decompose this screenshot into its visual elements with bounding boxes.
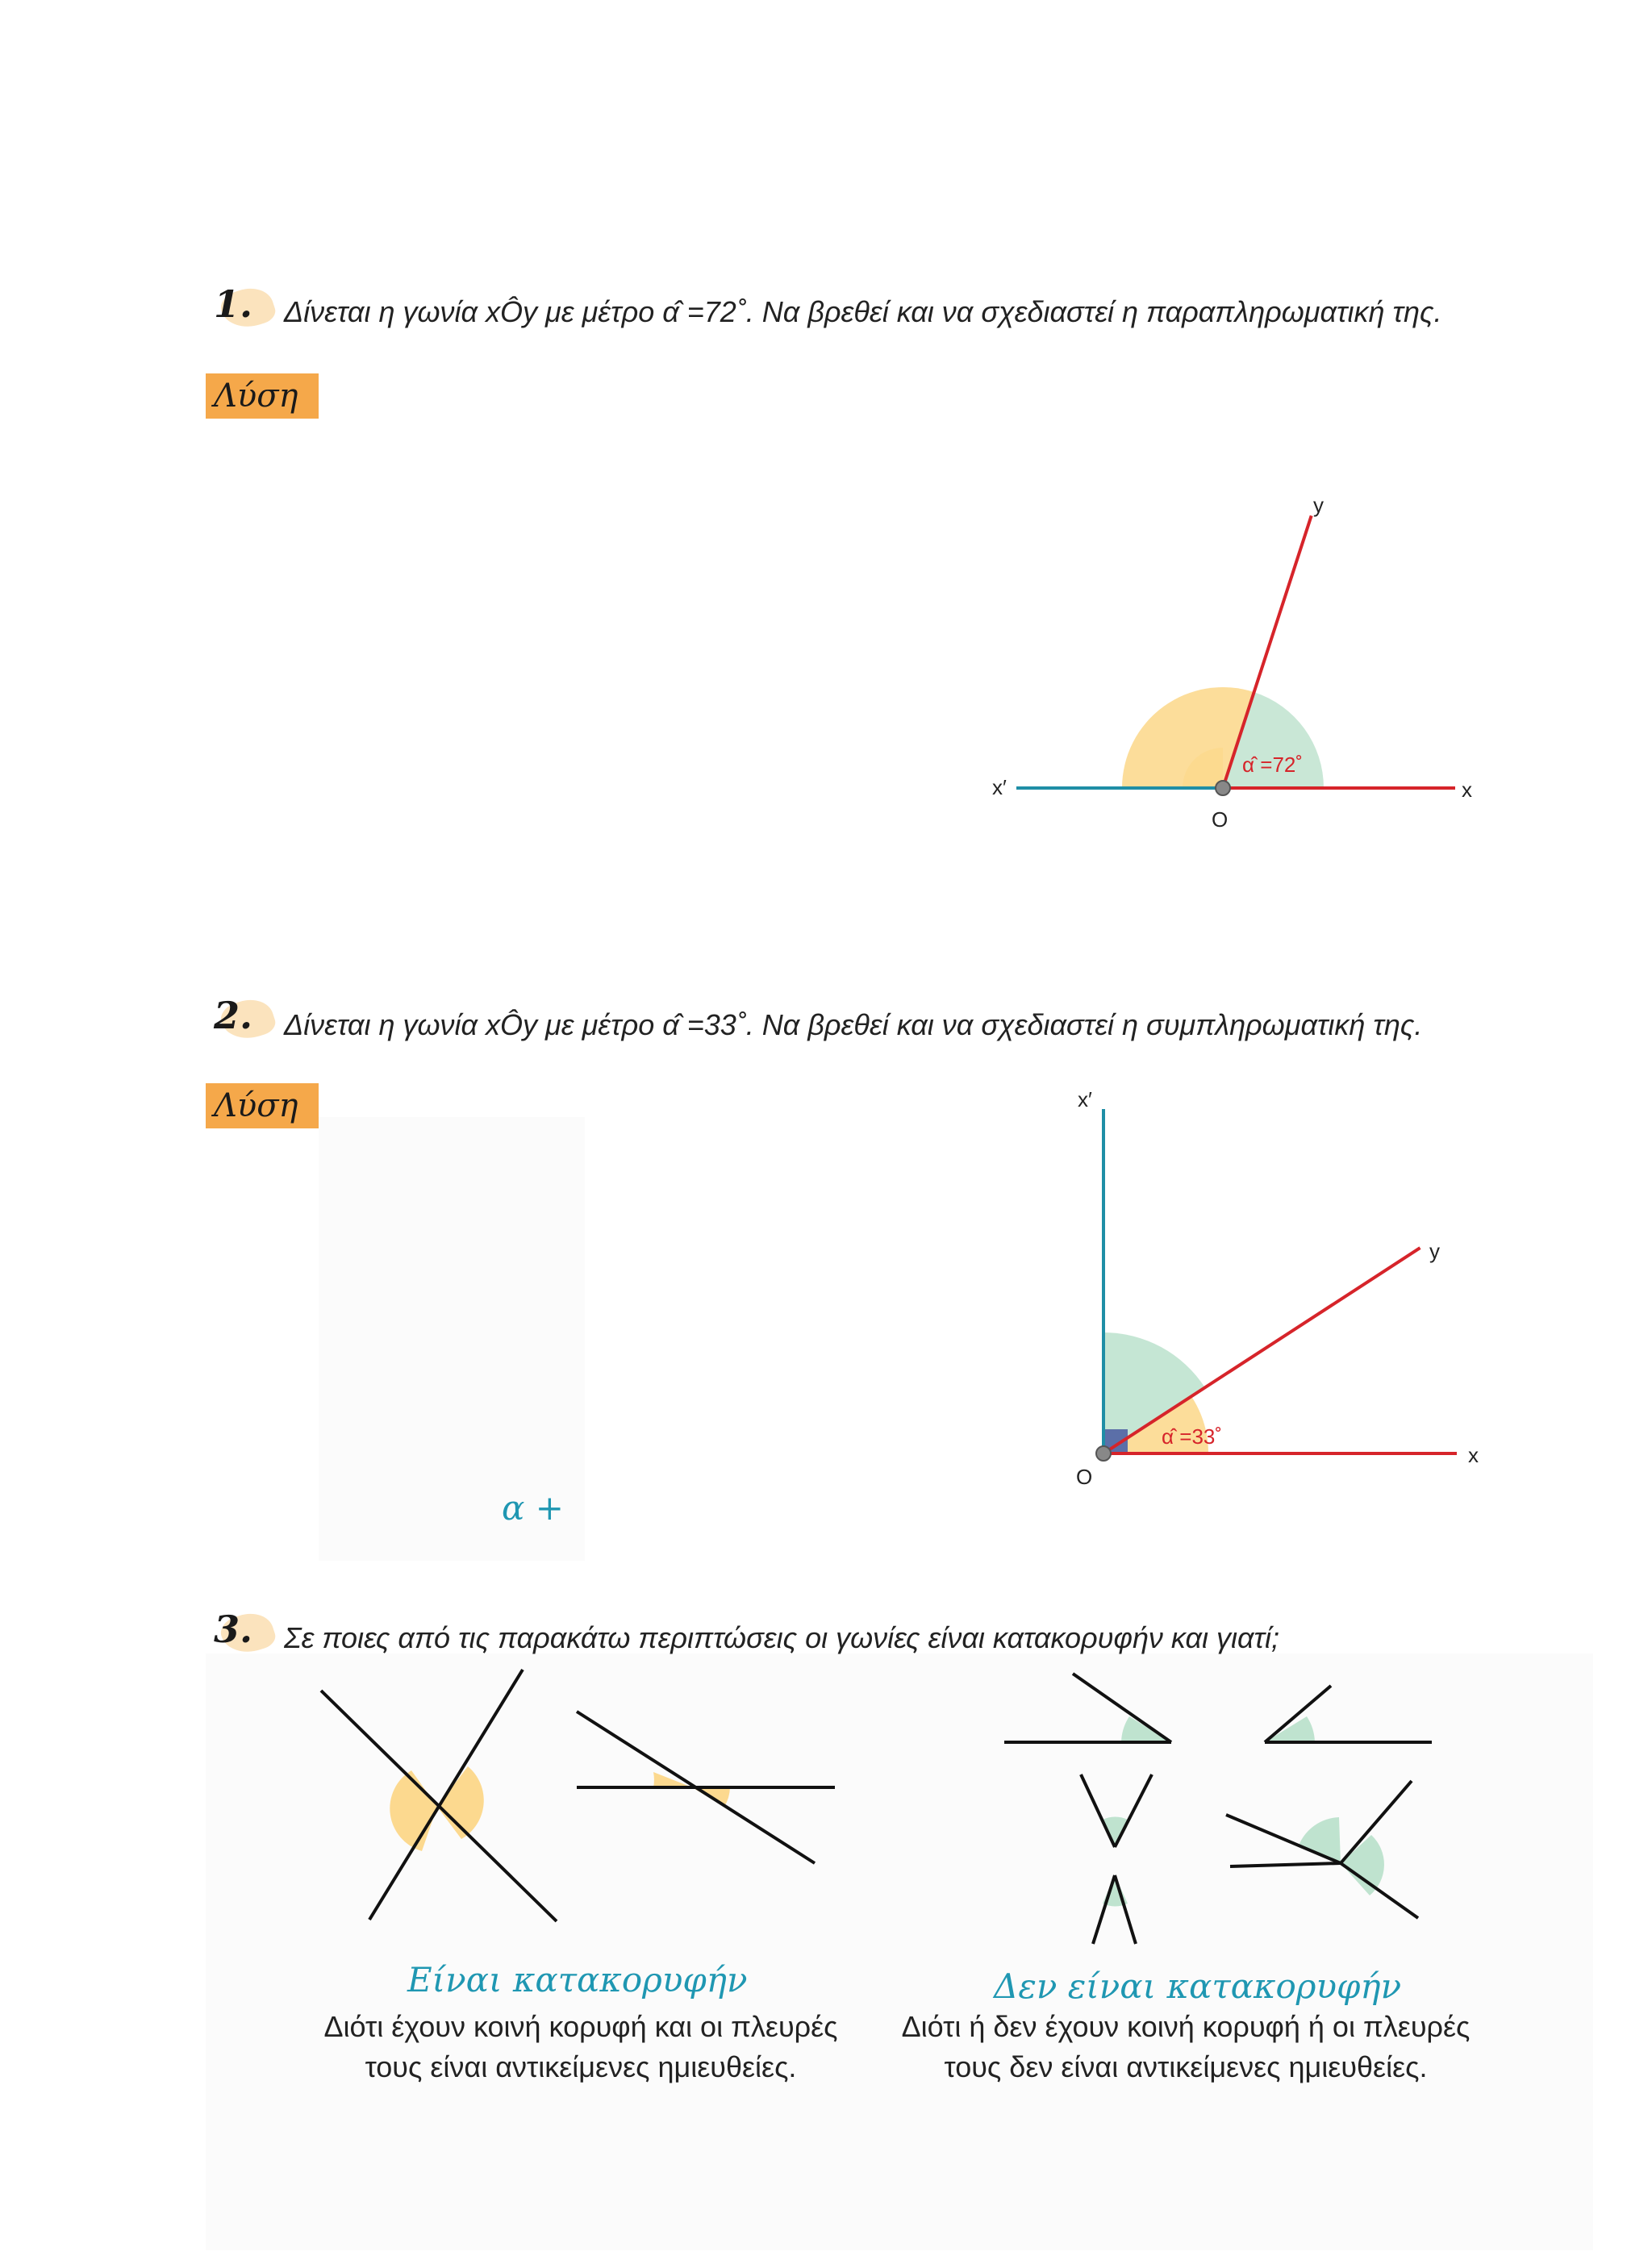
figure-2-complementary-angle bbox=[1049, 1081, 1500, 1500]
vertical-pair-transversal bbox=[577, 1712, 835, 1863]
problem-1-number: 1. bbox=[206, 282, 270, 347]
not-vertical-heading: Δεν είναι κατακορυφήν bbox=[994, 1966, 1402, 2006]
vertical-pair-x bbox=[321, 1670, 557, 1921]
label-y: y bbox=[1429, 1239, 1440, 1263]
figure-1-supplementary-angle bbox=[968, 484, 1500, 847]
label-o: O bbox=[1076, 1465, 1093, 1489]
figure-vertical-angles bbox=[307, 1653, 871, 1928]
partial-answer-text: α + bbox=[502, 1488, 564, 1528]
label-x-prime: x′ bbox=[1078, 1087, 1092, 1111]
problem-2-number: 2. bbox=[206, 994, 270, 1058]
label-x: x bbox=[1462, 778, 1472, 802]
vertex-o bbox=[1096, 1446, 1111, 1461]
vertical-heading: Είναι κατακορυφήν bbox=[407, 1960, 748, 2000]
figure-not-vertical-angles bbox=[992, 1662, 1460, 1960]
label-o: O bbox=[1212, 807, 1229, 832]
angle-label: α̂ =72˚ bbox=[1242, 753, 1304, 777]
label-x-prime: x′ bbox=[992, 775, 1007, 799]
pair-non-opposite-rays bbox=[1226, 1781, 1418, 1918]
pair-opposite-vees bbox=[1081, 1774, 1152, 1944]
solution-badge-2: Λύση bbox=[206, 1083, 319, 1128]
problem-1-text: Δίνεται η γωνία xÔy με μέτρο α̂ =72˚. Να βρεθεί και να σχεδιαστεί η παραπληρωματική της. bbox=[284, 295, 1442, 328]
problem-3-number: 3. bbox=[206, 1608, 270, 1672]
vertex-o bbox=[1216, 781, 1230, 795]
not-vertical-explanation: Διότι ή δεν έχουν κοινή κορυφή ή οι πλευρές τους δεν είναι αντικείμενες ημιευθείες. bbox=[901, 2010, 1471, 2083]
problem-2-text: Δίνεται η γωνία xÔy με μέτρο α̂ =33˚. Να βρεθεί και να σχεδιαστεί η συμπληρωματική της. bbox=[284, 1008, 1423, 1041]
problem-3-text: Σε ποιες από τις παρακάτω περιπτώσεις οι γωνίες είναι κατακορυφήν και γιατί; bbox=[284, 1621, 1280, 1654]
label-y: y bbox=[1313, 493, 1324, 517]
label-x: x bbox=[1468, 1443, 1479, 1467]
angle-label: α̂ =33˚ bbox=[1162, 1424, 1223, 1449]
pair-separate-vertices bbox=[1004, 1674, 1432, 1742]
vertical-explanation: Διότι έχουν κοινή κορυφή και οι πλευρές τους είναι αντικείμενες ημιευθείες. bbox=[323, 2010, 838, 2083]
solution-badge-1: Λύση bbox=[206, 373, 319, 419]
